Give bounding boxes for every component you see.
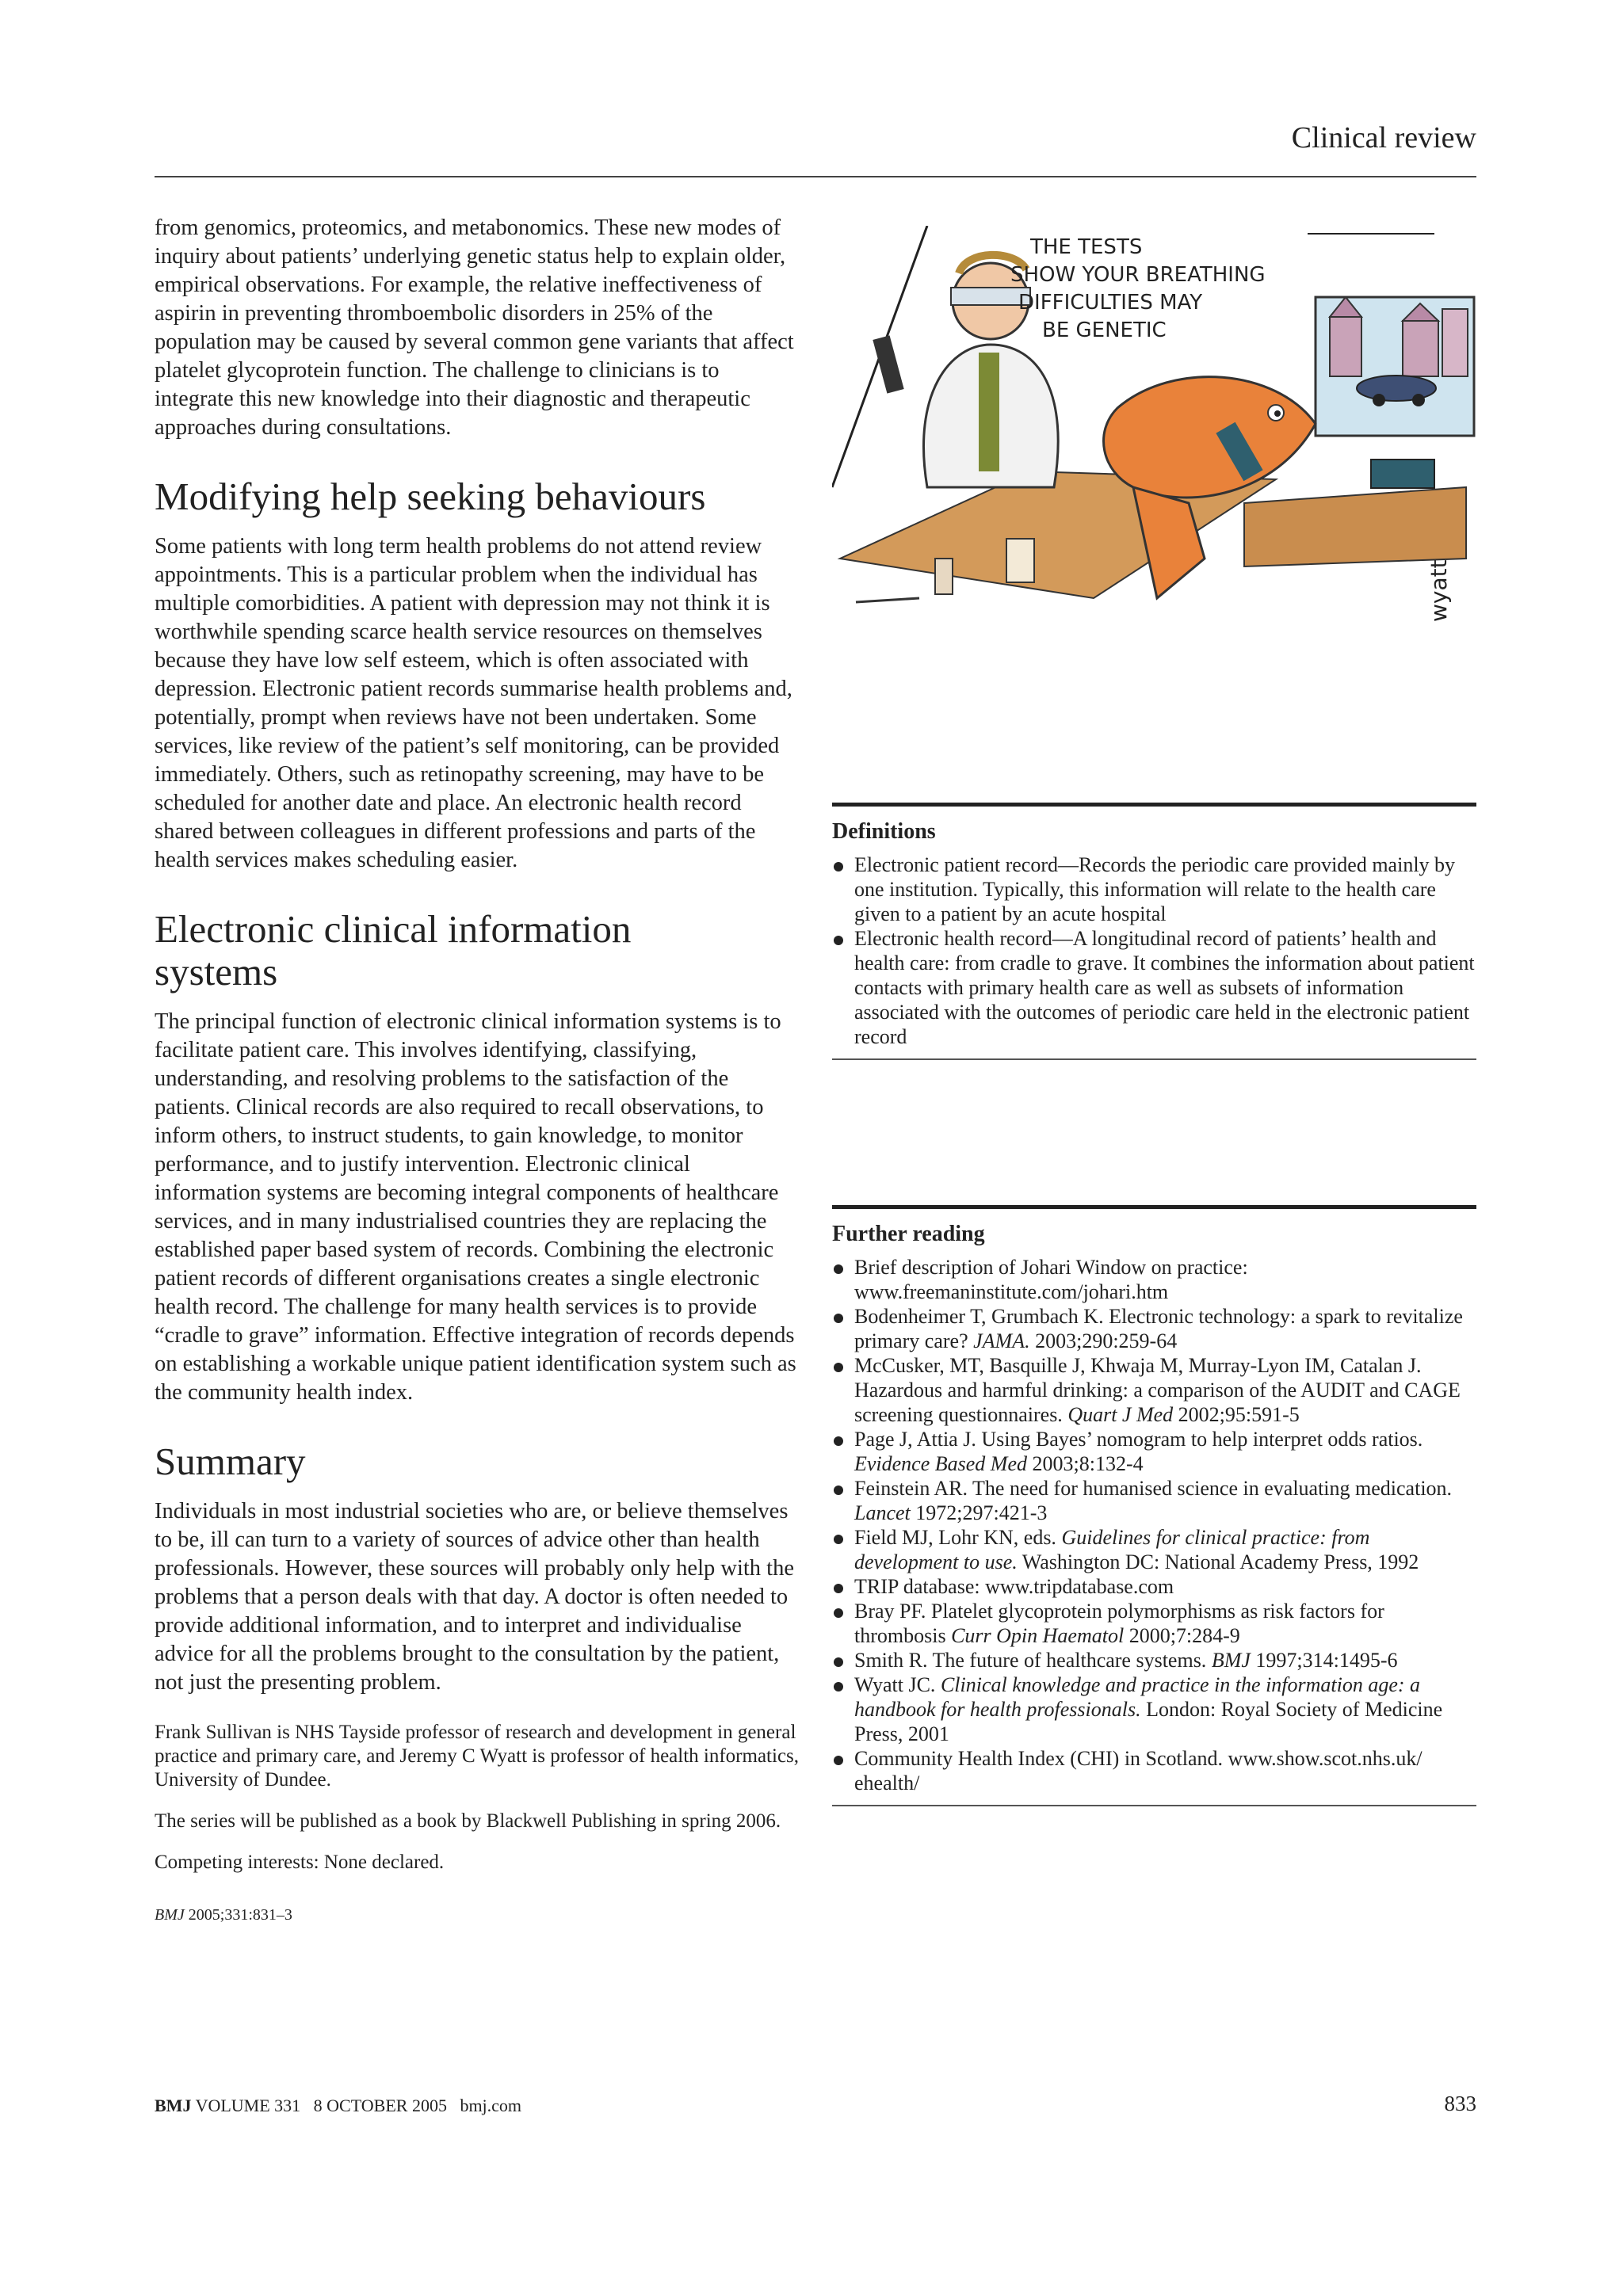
bullet-icon (834, 1657, 843, 1667)
citation-ref: 2005;331:831–3 (184, 1906, 292, 1924)
footer (155, 2096, 521, 2116)
header-rule (155, 176, 1476, 177)
citation (155, 1903, 800, 1927)
competing-interests: Competing interests: None declared. (155, 1852, 445, 1873)
further-reading-bottom-rule (832, 1805, 1476, 1806)
definitions-box (832, 803, 1476, 1060)
citation-journal: BMJ (155, 1906, 185, 1924)
list-item: Brief description of Johari Window on practice: www.freemaninstitute.com/johari.htm (832, 1255, 1476, 1304)
bullet-icon (834, 1314, 843, 1323)
footer-journal: BMJ (155, 2096, 192, 2115)
list-item: McCusker, MT, Basquille J, Khwaja M, Murray-Lyon IM, Catalan J. Hazardous and harmful drinking: a comparison of the AUDIT and CAGE screening questionnaires. Quart J Med 2002;95:591-5 (832, 1353, 1476, 1427)
further-reading-title: Further reading (832, 1222, 985, 1246)
list-item: Bray PF. Platelet glycoprotein polymorphisms as risk factors for thrombosis Curr Opin Haematol 2000;7:284-9 (832, 1599, 1476, 1648)
list-item: Feinstein AR. The need for humanised science in evaluating medication. Lancet 1972;297:421-3 (832, 1476, 1476, 1525)
further-reading-list (832, 1255, 1476, 1795)
further-reading-top-rule (832, 1205, 1476, 1209)
heading-electronic-systems: Electronic clinical information systems (155, 907, 632, 994)
left-column (155, 214, 800, 1927)
footer-details: VOLUME 331 8 OCTOBER 2005 bmj.com (195, 2096, 522, 2115)
bullet-icon (834, 862, 843, 871)
cartoon-drawing (832, 226, 1476, 634)
bullet-icon (834, 1436, 843, 1446)
speech-line-3: DIFFICULTIES MAY (1018, 291, 1203, 315)
section-label: Clinical review (1291, 121, 1476, 154)
bullet-icon (834, 936, 843, 945)
body-summary: Individuals in most industrial societies who are, or believe themselves to be, ill can turn to a variety of sources of advice other than health professionals. However, these sources will probably only help with the problems that a person deals with that day. A doctor is often needed to provide additional information, and to interpret and individualise advice for all the problems brought to the consultation by the patient, not just the presenting problem. (155, 1499, 794, 1695)
bullet-icon (834, 1363, 843, 1372)
definitions-bottom-rule (832, 1058, 1476, 1060)
author-note: Frank Sullivan is NHS Tayside professor of research and development in general practice and primary care, and Jeremy C Wyatt is professor of health informatics, University of Dundee. (155, 1722, 800, 1791)
bullet-icon (834, 1756, 843, 1765)
bullet-icon (834, 1486, 843, 1495)
list-item: Bodenheimer T, Grumbach K. Electronic technology: a spark to revitalize primary care? JAMA. 2003;290:259-64 (832, 1304, 1476, 1353)
list-item: TRIP database: www.tripdatabase.com (832, 1574, 1476, 1599)
definitions-title: Definitions (832, 819, 936, 844)
page-number: 833 (1444, 2092, 1476, 2115)
cartoon-illustration (832, 226, 1476, 634)
list-item: Page J, Attia J. Using Bayes’ nomogram to help interpret odds ratios. Evidence Based Med 2003;8:132-4 (832, 1427, 1476, 1476)
list-item: Field MJ, Lohr KN, eds. Guidelines for clinical practice: from development to use. Washington DC: National Academy Press, 1992 (832, 1525, 1476, 1574)
bullet-icon (834, 1584, 843, 1593)
speech-line-2: SHOW YOUR BREATHING (1010, 263, 1266, 287)
definitions-top-rule (832, 803, 1476, 807)
list-item: Electronic patient record—Records the periodic care provided mainly by one institution. Typically, this information will relate to the health care given to a patient by an acute hospital (832, 852, 1476, 926)
body-electronic-systems: The principal function of electronic clinical information systems is to facilitate patient care. This involves identifying, classifying, understanding, and resolving problems to the satisfaction of the patients. Clinical records are also required to recall observations, to inform others, to instruct students, to gain knowledge, to monitor performance, and to justify intervention. Electronic clinical information systems are becoming integral components of healthcare services, and in many industrialised countries they are replacing the established paper based system of records. Combining the electronic patient records of different organisations creates a single electronic health record. The challenge for many health services is to provide “cradle to grave” information. Effective integration of records depends on establishing a workable unique patient identification system such as the community health index. (155, 1009, 796, 1405)
series-note: The series will be published as a book by Blackwell Publishing in spring 2006. (155, 1810, 781, 1832)
list-item: Electronic health record—A longitudinal record of patients’ health and health care: from cradle to grave. It combines the information about patient contacts with primary health care as well as subsets of information associated with the outcomes of periodic care held in the electronic patient record (832, 926, 1476, 1049)
heading-summary: Summary (155, 1440, 306, 1483)
bullet-icon (834, 1264, 843, 1274)
speech-line-1: THE TESTS (1030, 235, 1143, 259)
intro-paragraph: from genomics, proteomics, and metabonomics. These new modes of inquiry about patients’ underlying genetic status help to explain older, empirical observations. For example, the relative ineffectiveness of aspirin in preventing thromboembolic disorders in 25% of the population may be caused by several common gene variants that affect platelet glycoprotein function. The challenge to clinicians is to integrate this new knowledge into their diagnostic and therapeutic approaches during consultations. (155, 215, 794, 440)
speech-line-4: BE GENETIC (1042, 318, 1167, 342)
definitions-list (832, 852, 1476, 1049)
bullet-icon (834, 1682, 843, 1691)
list-item: Smith R. The future of healthcare systems. BMJ 1997;314:1495-6 (832, 1648, 1476, 1672)
further-reading-box (832, 1205, 1476, 1806)
heading-help-seeking: Modifying help seeking behaviours (155, 475, 706, 518)
cartoon-signature: wyatt (1426, 559, 1452, 622)
list-item: Wyatt JC. Clinical knowledge and practice in the information age: a handbook for health professionals. London: Royal Society of Medicine Press, 2001 (832, 1672, 1476, 1746)
list-item: Community Health Index (CHI) in Scotland. www.show.scot.nhs.uk/ ehealth/ (832, 1746, 1476, 1795)
bullet-icon (834, 1608, 843, 1618)
bullet-icon (834, 1535, 843, 1544)
body-help-seeking: Some patients with long term health problems do not attend review appointments. This is a particular problem when the individual has multiple comorbidities. A patient with depression may not think it is worthwhile spending scarce health service resources on themselves because they have low self esteem, which is often associated with depression. Electronic patient records summarise health problems and, potentially, prompt when reviews have not been undertaken. Some services, like review of the patient’s self monitoring, can be provided immediately. Others, such as retinopathy screening, may have to be scheduled for another date and place. An electronic health record shared between colleagues in different professions and parts of the health services makes scheduling easier. (155, 534, 792, 872)
